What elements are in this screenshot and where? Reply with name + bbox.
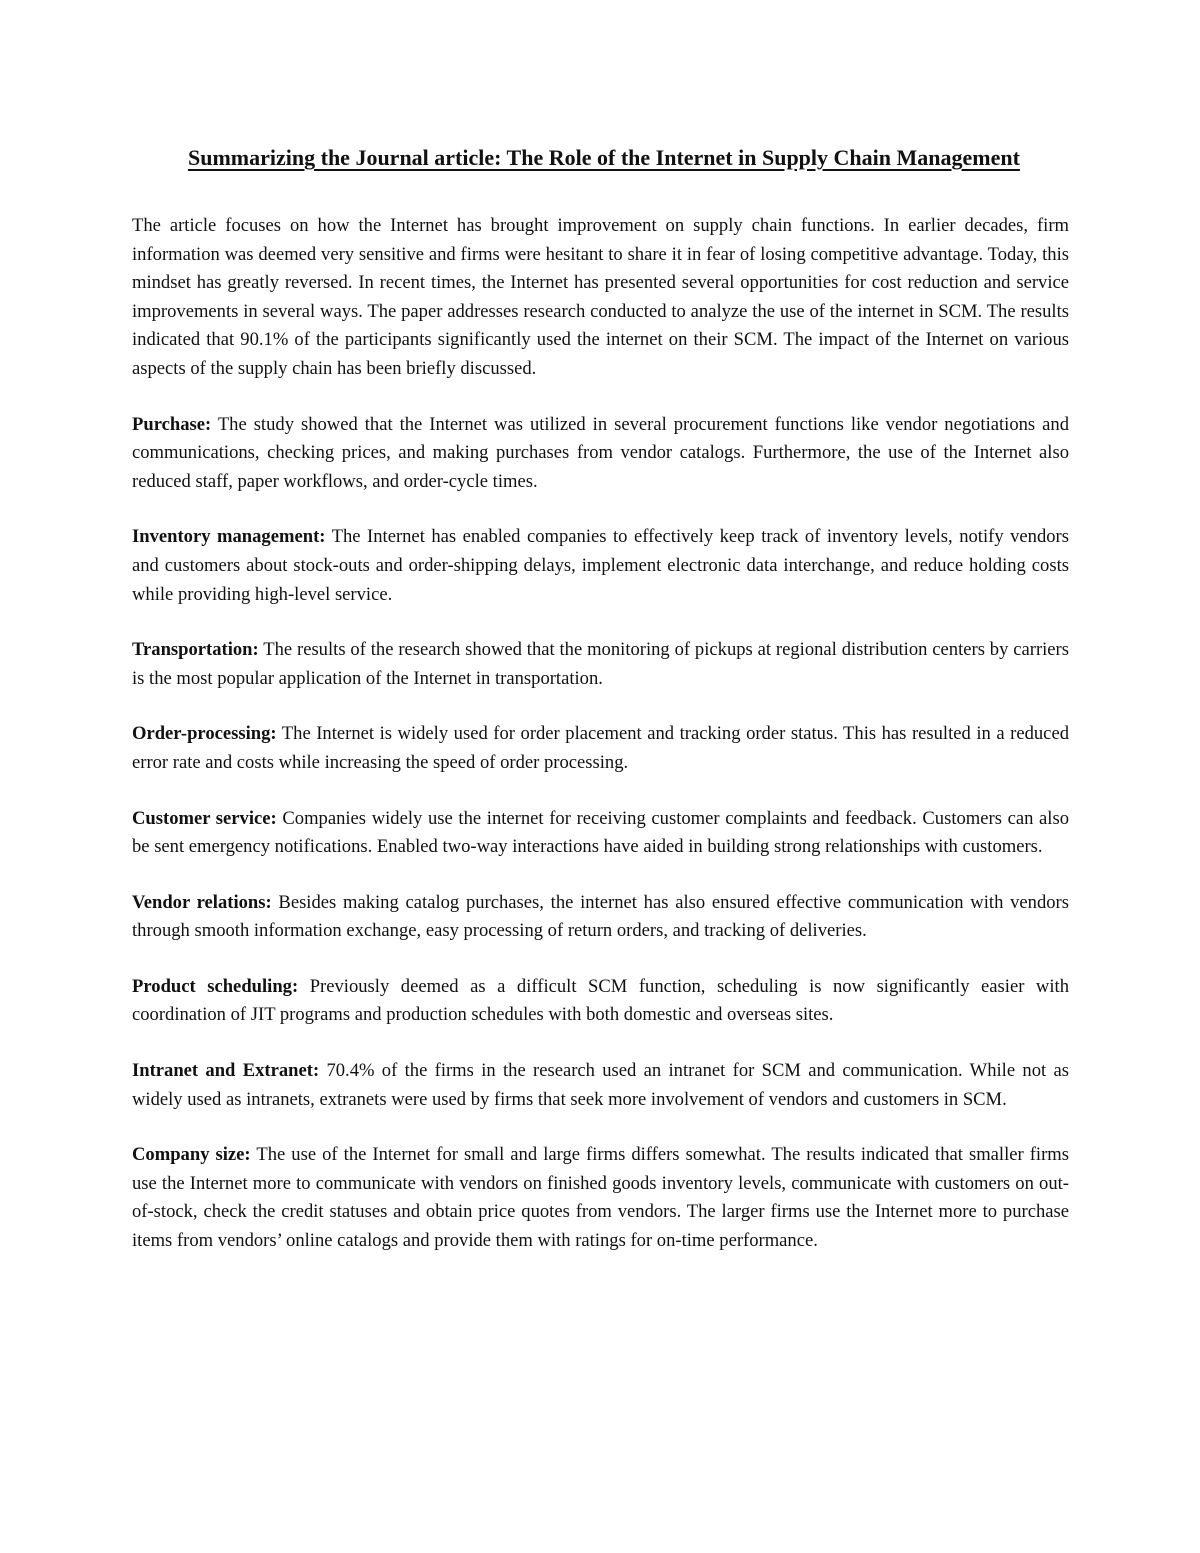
section-customer-service <box>132 805 1069 862</box>
section-text: Companies widely use the internet for receiving customer complaints and feedback. Customers can also be sent emergency notifications. Enabled two-way interactions have aided in building strong relationships with customers. <box>132 807 1070 858</box>
section-term: Purchase: <box>132 413 212 435</box>
section-transportation <box>132 636 1069 693</box>
section-text: Besides making catalog purchases, the internet has also ensured effective communication with vendors through smooth information exchange, easy processing of return orders, and tracking of deliveries. <box>132 891 1069 942</box>
section-purchase <box>132 411 1069 497</box>
document-body <box>132 141 1069 1283</box>
section-vendor-relations <box>132 889 1069 946</box>
intro-paragraph: The article focuses on how the Internet has brought improvement on supply chain functions. In earlier decades, firm information was deemed very sensitive and firms were hesitant to share it in fear of losing competitive advantage. Today, this mindset has greatly reversed. In recent times, the Internet has presented several opportunities for cost reduction and service improvements in several ways. The paper addresses research conducted to analyze the use of the internet in SCM. The results indicated that 90.1% of the participants significantly used the internet on their SCM. The impact of the Internet on various aspects of the supply chain has been briefly discussed. <box>132 215 1069 379</box>
section-term: Product scheduling: <box>132 975 299 997</box>
section-term: Transportation: <box>132 639 259 661</box>
section-text: The use of the Internet for small and large firms differs somewhat. The results indicated that smaller firms use the Internet more to communicate with vendors on finished goods inventory levels, communicate with customers on out-of-stock, check the credit statuses and obtain price quotes from vendors. The larger firms use the Internet more to purchase items from vendors’ online catalogs and provide them with ratings for on-time performance. <box>132 1144 1069 1252</box>
section-order-processing <box>132 720 1069 777</box>
section-term: Company size: <box>132 1144 251 1166</box>
document-title: Summarizing the Journal article: The Role of the Internet in Supply Chain Management <box>188 145 1020 170</box>
section-text: The study showed that the Internet was utilized in several procurement functions like vendor negotiations and communications, checking prices, and making purchases from vendor catalogs. Furthermore, the use of the Internet also reduced staff, paper workflows, and order-cycle times. <box>132 413 1069 492</box>
section-text: The Internet is widely used for order placement and tracking order status. This has resulted in a reduced error rate and costs while increasing the speed of order processing. <box>132 723 1069 773</box>
section-inventory-management <box>132 523 1069 609</box>
section-text: The Internet has enabled companies to effectively keep track of inventory levels, notify vendors and customers about stock-outs and order-shipping delays, implement electronic data interchange, and reduce holding costs while providing high-level service. <box>132 526 1069 605</box>
section-term: Vendor relations: <box>132 891 272 913</box>
section-text: 70.4% of the firms in the research used an intranet for SCM and communication. While not as widely used as intranets, extranets were used by firms that seek more involvement of vendors and customers in SCM. <box>132 1060 1069 1110</box>
section-term: Order-processing: <box>132 723 277 745</box>
section-product-scheduling <box>132 973 1069 1030</box>
section-company-size <box>132 1141 1069 1255</box>
section-term: Customer service: <box>132 807 277 829</box>
section-term: Inventory management: <box>132 526 326 548</box>
section-term: Intranet and Extranet: <box>132 1060 320 1082</box>
section-text: Previously deemed as a difficult SCM function, scheduling is now significantly easier with coordination of JIT programs and production schedules with both domestic and overseas sites. <box>132 975 1069 1026</box>
section-intranet-extranet <box>132 1057 1069 1114</box>
section-text: The results of the research showed that the monitoring of pickups at regional distribution centers by carriers is the most popular application of the Internet in transportation. <box>132 639 1069 689</box>
